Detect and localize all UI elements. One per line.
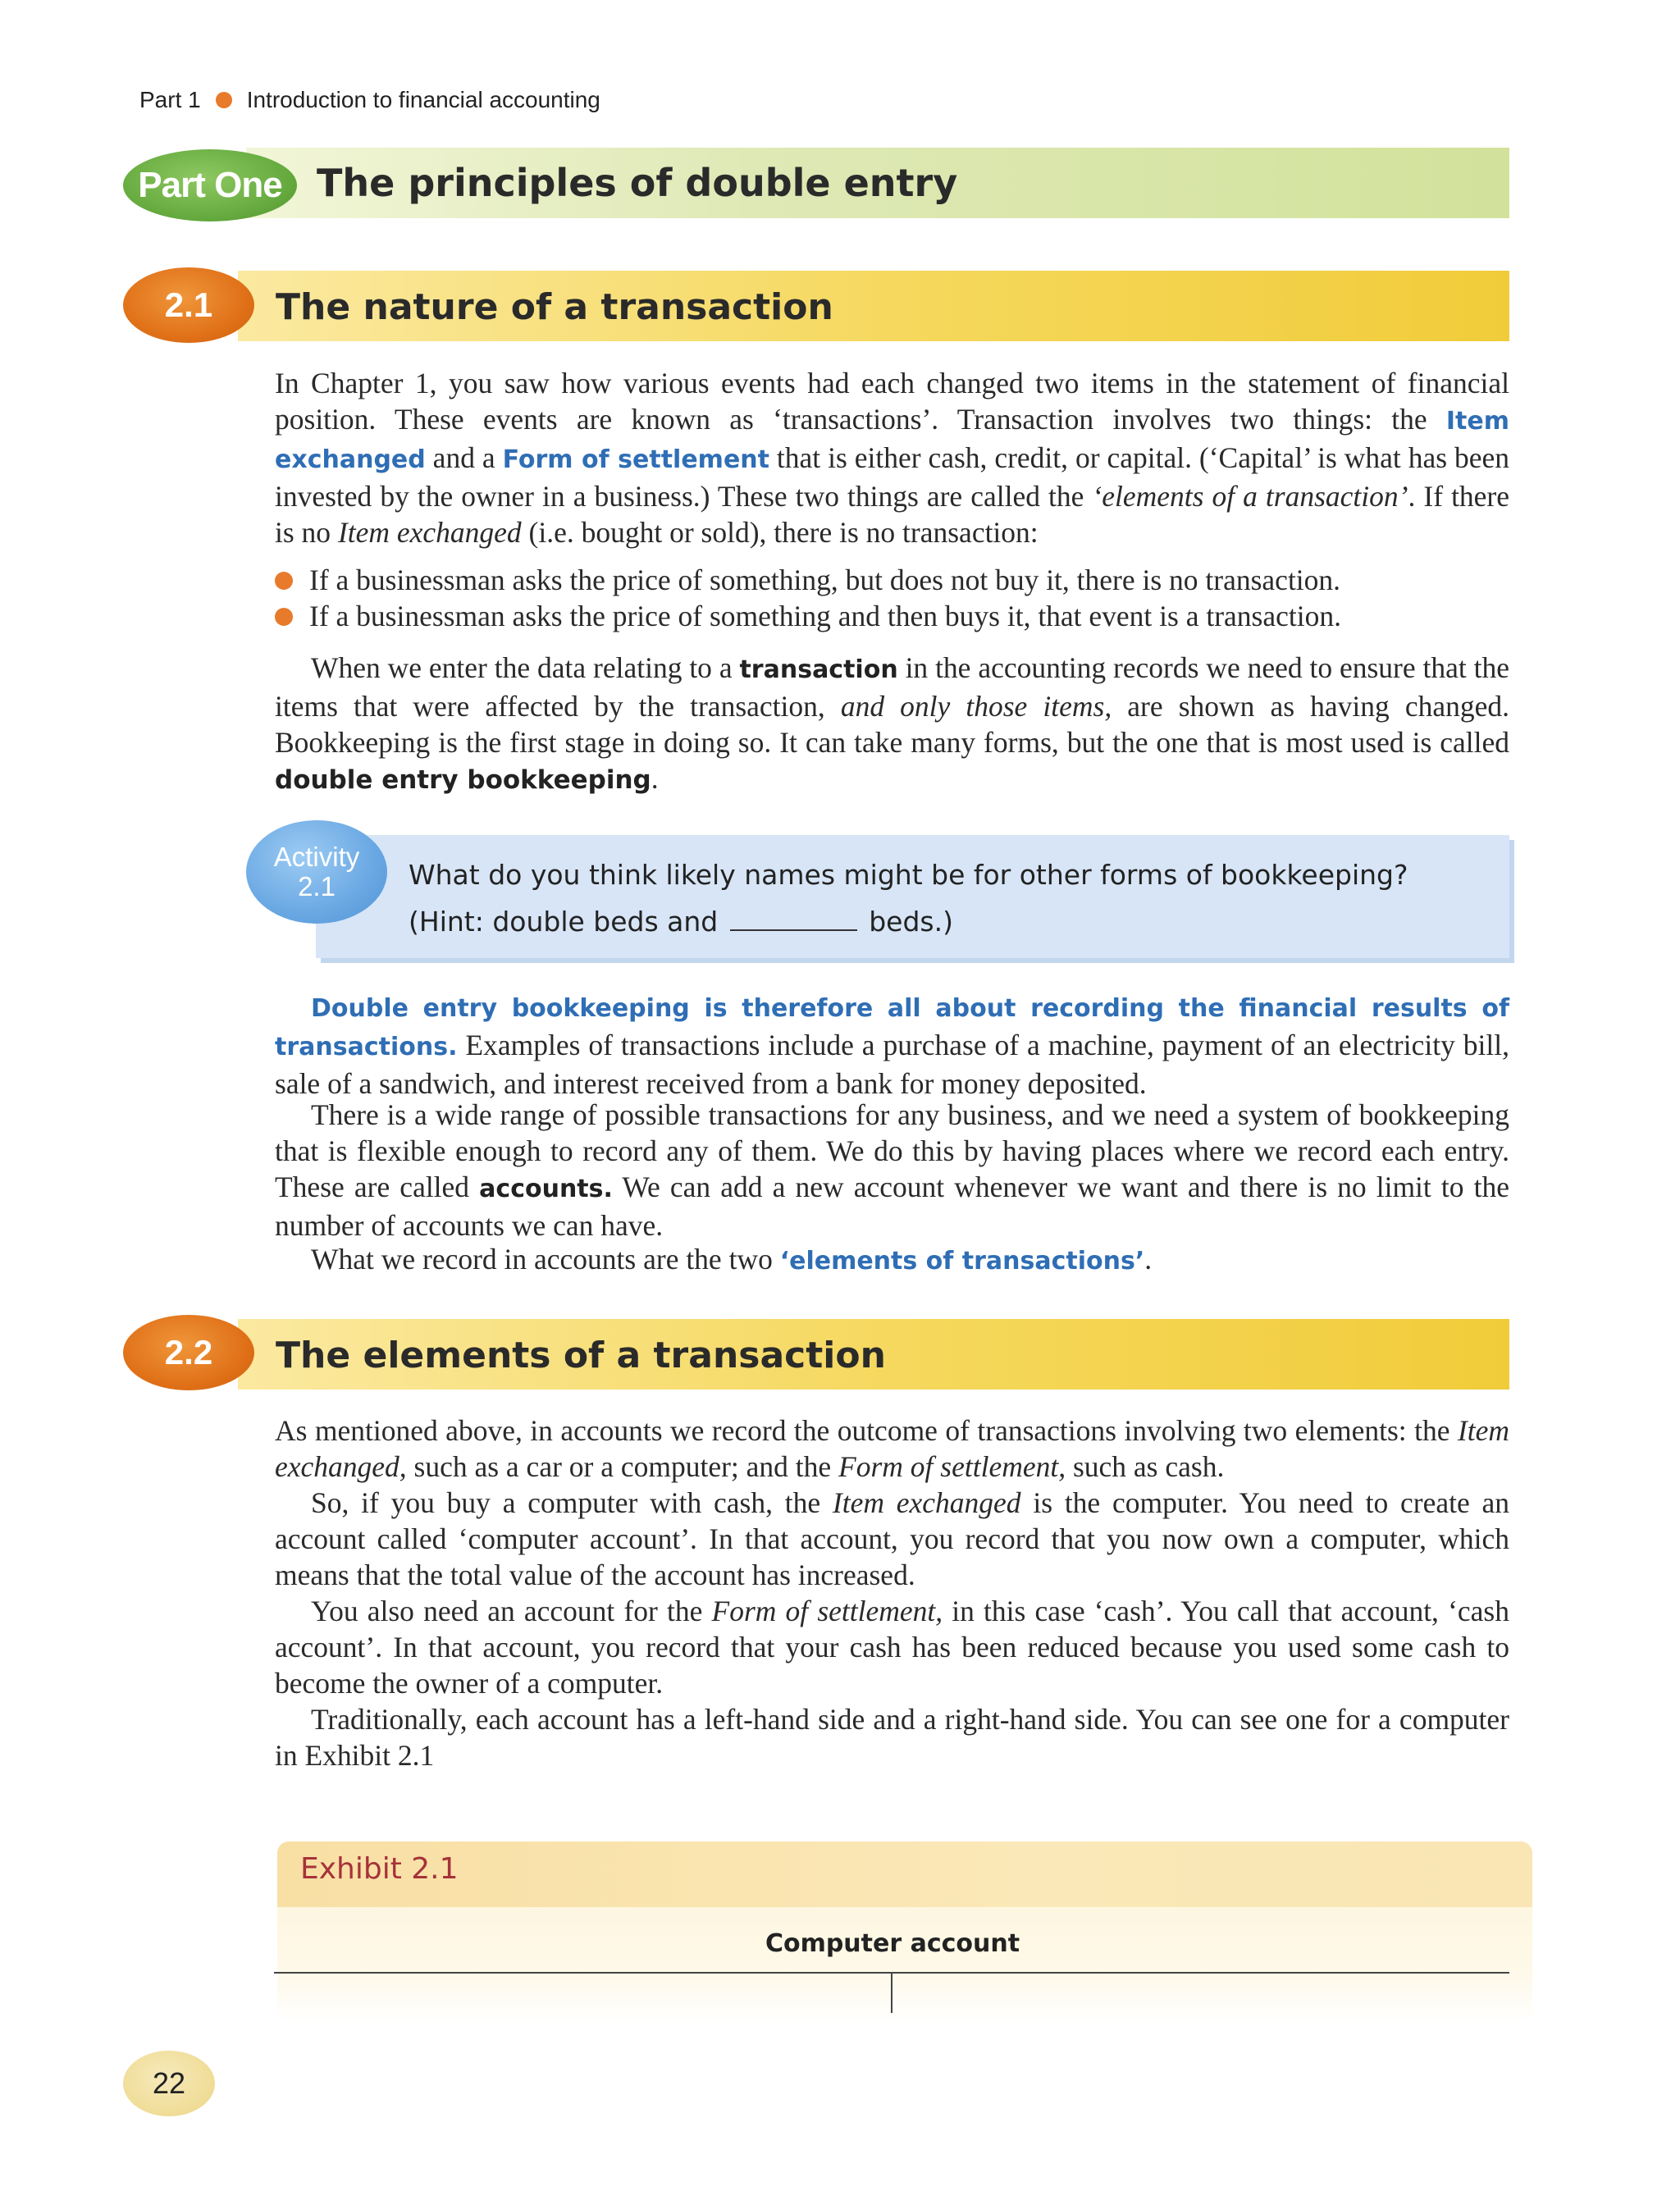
key-term: double entry bookkeeping [275,765,651,795]
activity-label: Activity [273,842,360,872]
key-sentence: Double entry bookkeeping is therefore all about recording the financial results of transactions. [275,994,1509,1061]
paragraph [275,1097,1509,1244]
italic-term: Item exchanged [337,516,522,549]
text-run: and a [425,441,503,474]
activity-question: What do you think likely names might be for other forms of bookkeeping? [409,859,1408,891]
italic-term: and only those items, [840,690,1112,723]
text-run: Traditionally, each account has a left-hand side and a right-hand side. You can see one for a computer in Exhibit 2.1 [275,1703,1509,1772]
text-run: You also need an account for the [311,1595,712,1627]
key-term: accounts. [479,1175,613,1203]
t-account-vertical-rule [891,1972,892,2013]
section-title: The nature of a transaction [276,285,833,328]
text-run: such as cash. [1066,1450,1225,1483]
bullet-list [275,562,1509,634]
exhibit-header-bar [277,1841,1532,1907]
text-run: So, if you buy a computer with cash, the [311,1486,833,1519]
paragraph [275,1593,1509,1701]
text-run: When we enter the data relating to a [311,651,740,684]
text-run: . [651,762,659,795]
list-item: If a businessman asks the price of something, but does not buy it, there is no transaction. [275,562,1509,598]
activity-badge [246,820,387,924]
paragraph [275,1412,1509,1485]
activity-box [316,835,1509,958]
activity-hint [409,905,1491,938]
italic-term: ‘elements of a transaction’ [1092,480,1408,513]
text-run: beds.) [860,906,953,938]
text-run: that is either cash, credit, or capital. (‘Capital’ is what has been invested by the owner in a business.) These two things are called the [275,441,1509,513]
paragraph [275,988,1509,1102]
text-run: As mentioned above, in accounts we record the outcome of transactions involving two elements: the [275,1414,1458,1447]
text-run: (Hint: double beds and [409,906,727,938]
fill-in-blank [730,905,857,931]
text-run: in the accounting records we need to ensure that the items that were affected by the transaction, [275,651,1509,723]
page-number: 22 [123,2051,215,2116]
text-run: We can add a new account whenever we want and there is no limit to the number of accounts we can have. [275,1171,1509,1242]
text-run: are shown as having changed. Bookkeeping is the first stage in doing so. It can take many forms, but the one that is most used is called [275,690,1510,759]
section-number-badge: 2.2 [123,1315,254,1390]
running-head-chapter: Introduction to financial accounting [246,87,600,112]
part-title: The principles of double entry [317,161,958,205]
bullet-dot-icon [216,92,232,108]
text-run: . If there is no [275,480,1510,549]
text-run: In Chapter 1, you saw how various events had each changed two items in the statement of financial position. These events are known as ‘transactions’. Transaction involves two things: the [275,367,1509,436]
account-name: Computer account [765,1929,1020,1958]
exhibit-title: Exhibit 2.1 [300,1852,459,1886]
activity-number: 2.1 [298,871,336,901]
paragraph [275,650,1509,798]
paragraph [275,1241,1509,1280]
list-item: If a businessman asks the price of something and then buys it, that event is a transaction. [275,598,1509,634]
italic-term: Item exchanged, [275,1414,1509,1483]
text-run: There is a wide range of possible transactions for any business, and we need a system of bookkeeping that is flexible enough to record any of them. We do this by having places where we record each entry. These are called [275,1098,1509,1203]
text-run: such as a car or a computer; and the [406,1450,839,1483]
key-term: ‘elements of transactions’ [779,1247,1145,1276]
paragraph [275,1485,1509,1593]
key-term: transaction [739,655,898,684]
section-number-badge: 2.1 [123,267,254,343]
text-run: What we record in accounts are the two [311,1243,780,1276]
exhibit-body [277,1907,1532,2022]
running-head [139,84,600,116]
italic-term: Form of settlement, [838,1450,1066,1483]
text-run: Examples of transactions include a purchase of a machine, payment of an electricity bill, sale of a sandwich, and interest received from a bank for money deposited. [275,1029,1509,1100]
italic-term: Form of settlement, [711,1595,943,1627]
paragraph [275,1701,1509,1773]
text-run: . [1144,1243,1153,1276]
key-term: Item exchanged [275,407,1509,474]
italic-term: Item exchanged [832,1486,1021,1519]
part-label-badge: Part One [123,149,297,221]
text-run: (i.e. bought or sold), there is no transaction: [521,516,1039,549]
section-title: The elements of a transaction [276,1334,886,1376]
running-head-part: Part 1 [139,87,201,112]
text-run: is the computer. You need to create an account called ‘computer account’. In that account, you record that you now own a computer, which means that the total value of the account has increased. [275,1486,1510,1591]
key-term: Form of settlement [502,445,769,474]
text-run: in this case ‘cash’. You call that account, ‘cash account’. In that account, you record that your cash has been reduced because you used some cash to become the owner of a computer. [275,1595,1509,1700]
paragraph [275,365,1509,550]
